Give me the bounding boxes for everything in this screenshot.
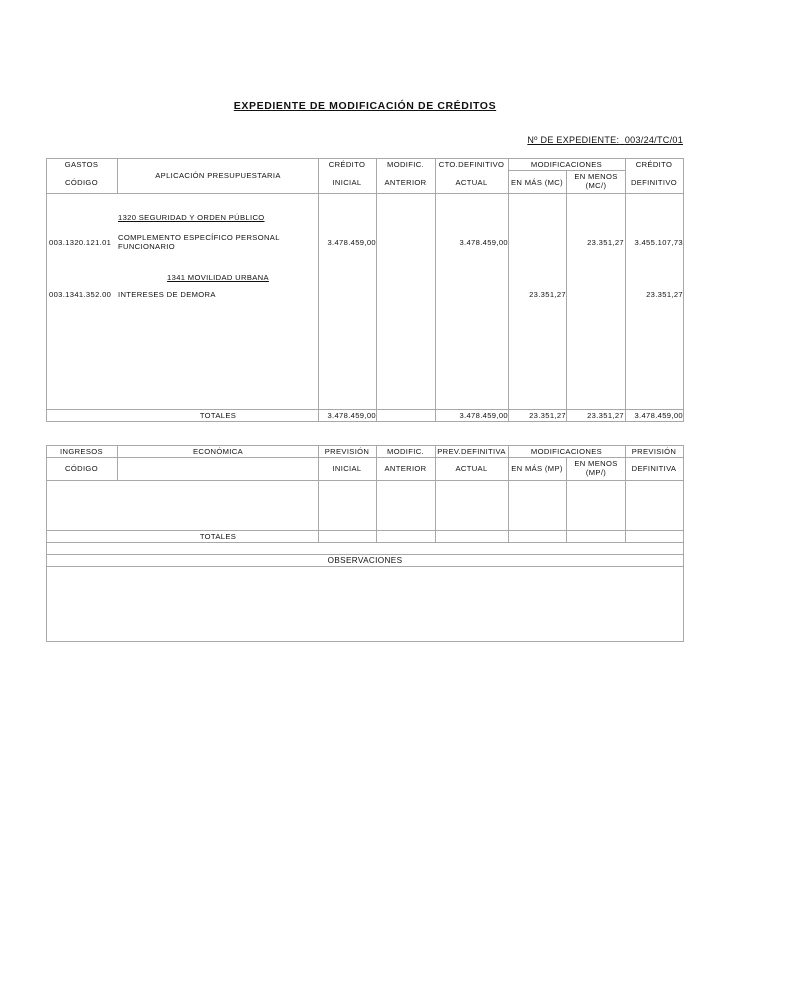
totales-label: TOTALES <box>199 411 237 420</box>
header-codigo: CÓDIGO <box>65 464 98 473</box>
header-modificaciones: MODIFICACIONES <box>530 447 603 456</box>
expediente-value: 003/24/TC/01 <box>624 135 683 145</box>
header-definitiva: DEFINITIVA <box>631 464 677 473</box>
row-en-mas: 23.351,27 <box>529 290 566 299</box>
group-heading: 1320 SEGURIDAD Y ORDEN PÚBLICO <box>118 213 265 222</box>
expediente-label: Nº DE EXPEDIENTE: <box>527 135 620 145</box>
header-credito-definitivo: CRÉDITO <box>635 160 673 169</box>
header-economica: ECONÓMICA <box>193 447 243 456</box>
header-inicial: INICIAL <box>332 464 362 473</box>
header-en-mas: EN MÁS (MP) <box>511 464 563 473</box>
document-title: EXPEDIENTE DE MODIFICACIÓN DE CRÉDITOS <box>233 100 497 112</box>
header-en-menos: EN MENOS (MC/) <box>574 172 618 190</box>
totales-en-menos: 23.351,27 <box>587 411 624 420</box>
header-en-mas: EN MÁS (MC) <box>511 178 563 187</box>
header-ingresos: INGRESOS <box>60 447 103 456</box>
row-en-menos: 23.351,27 <box>587 238 624 247</box>
row-aplicacion: INTERESES DE DEMORA <box>118 290 216 299</box>
header-modificaciones: MODIFICACIONES <box>530 160 603 169</box>
observaciones-label: OBSERVACIONES <box>327 556 403 565</box>
row-codigo: 003.1341.352.00 <box>49 290 112 299</box>
row-definitivo: 3.455.107,73 <box>634 238 683 247</box>
header-anterior: ANTERIOR <box>384 464 427 473</box>
header-inicial: INICIAL <box>332 178 362 187</box>
header-codigo: CÓDIGO <box>65 178 98 187</box>
header-prevision: PREVISIÓN <box>324 447 370 456</box>
row-actual: 3.478.459,00 <box>459 238 508 247</box>
totales-definitivo: 3.478.459,00 <box>634 411 683 420</box>
header-gastos: GASTOS <box>64 160 99 169</box>
row-codigo: 003.1320.121.01 <box>49 238 112 247</box>
header-cto-definitivo: CTO.DEFINITIVO <box>438 160 505 169</box>
group-heading: 1341 MOVILIDAD URBANA <box>167 273 269 282</box>
expediente-number <box>527 135 683 145</box>
row-aplicacion: COMPLEMENTO ESPECÍFICO PERSONAL FUNCIONARIO <box>118 233 280 251</box>
totales-inicial: 3.478.459,00 <box>327 411 376 420</box>
header-anterior: ANTERIOR <box>384 178 427 187</box>
totales-actual: 3.478.459,00 <box>459 411 508 420</box>
header-prev-definitiva: PREV.DEFINITIVA <box>437 447 506 456</box>
row-inicial: 3.478.459,00 <box>327 238 376 247</box>
header-actual: ACTUAL <box>455 178 488 187</box>
form-grid <box>46 158 684 642</box>
header-aplicacion: APLICACIÓN PRESUPUESTARIA <box>155 171 281 180</box>
row-definitivo: 23.351,27 <box>646 290 683 299</box>
header-en-menos: EN MENOS (MP/) <box>574 459 618 477</box>
totales-en-mas: 23.351,27 <box>529 411 566 420</box>
totales-label: TOTALES <box>199 532 237 541</box>
header-credito: CRÉDITO <box>328 160 366 169</box>
header-prevision-definitiva: PREVISIÓN <box>631 447 677 456</box>
header-modific: MODIFIC. <box>387 447 424 456</box>
header-definitivo: DEFINITIVO <box>630 178 678 187</box>
header-modific: MODIFIC. <box>387 160 424 169</box>
header-actual: ACTUAL <box>455 464 488 473</box>
